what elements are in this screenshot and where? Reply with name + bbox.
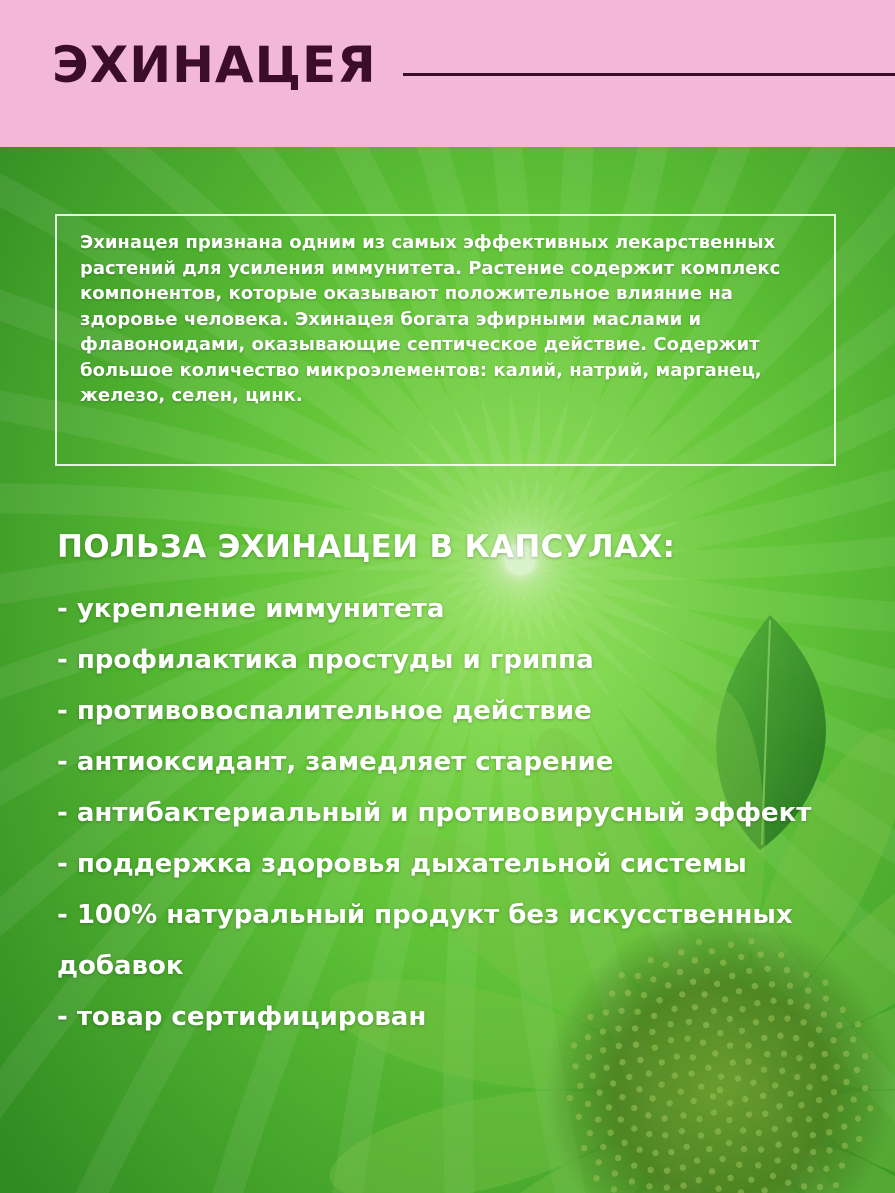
benefits-heading: ПОЛЬЗА ЭХИНАЦЕИ В КАПСУЛАХ: (57, 529, 676, 565)
list-item: - 100% натуральный продукт без искусственных добавок (57, 900, 793, 981)
list-item: - поддержка здоровья дыхательной системы (57, 849, 747, 879)
benefits-list (57, 584, 857, 1043)
list-item: - антиоксидант, замедляет старение (57, 747, 614, 777)
intro-box (55, 214, 836, 466)
intro-text: Эхинацея признана одним из самых эффективных лекарственных растений для усиления иммунитета. Растение содержит комплекс компонентов, которые оказывают положительное влияние на здоровье человека. Эхинацея богата эфирными маслами и флавоноидами, оказывающие септическое действие. Содержит большое количество микроэлементов: калий, натрий, марганец, железо, селен, цинк. (80, 232, 781, 406)
list-item: - товар сертифицирован (57, 1002, 427, 1032)
list-item: - антибактериальный и противовирусный эффект (57, 798, 812, 828)
list-item: - профилактика простуды и гриппа (57, 645, 594, 675)
title-divider (403, 73, 895, 76)
list-item: - укрепление иммунитета (57, 594, 445, 624)
header-band (0, 0, 895, 147)
page-title: ЭХИНАЦЕЯ (52, 36, 377, 94)
list-item: - противовоспалительное действие (57, 696, 592, 726)
